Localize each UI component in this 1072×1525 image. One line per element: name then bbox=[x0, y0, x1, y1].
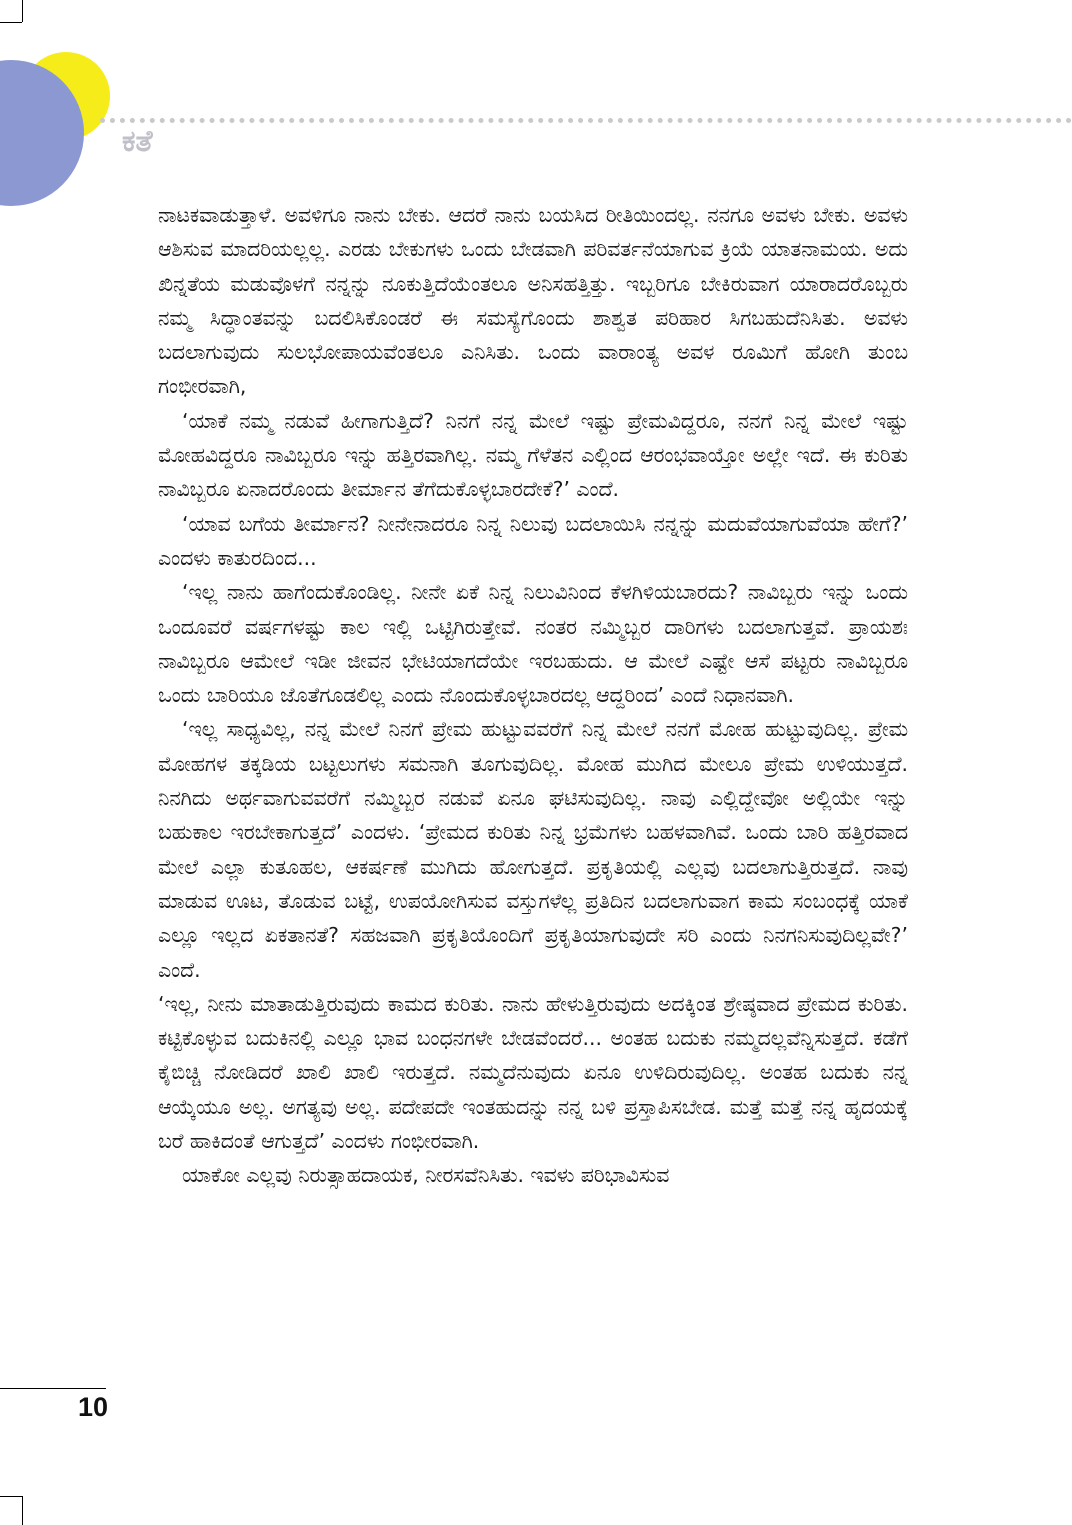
story-paragraph: ಯಾಕೋ ಎಲ್ಲವು ನಿರುತ್ಸಾಹದಾಯಕ, ನೀರಸವೆನಿಸಿತು. ಇವಳು ಪರಿಭಾವಿಸುವ bbox=[182, 1163, 670, 1188]
crop-mark-top-vertical bbox=[22, 0, 23, 22]
crop-mark-bottom-horizontal bbox=[0, 1496, 22, 1497]
story-paragraph: ‘ಯಾಕೆ ನಮ್ಮ ನಡುವೆ ಹೀಗಾಗುತ್ತಿದೆ? ನಿನಗೆ ನನ್ನ ಮೇಲೆ ಇಷ್ಟು ಪ್ರೇಮವಿದ್ದರೂ, ನನಗೆ ನಿನ್ನ ಮೇಲೆ ಇಷ್ಟು ಮೋಹವಿದ್ದರೂ ನಾವಿಬ್ಬರೂ ಇನ್ನು ಹತ್ತಿರವಾಗಿಲ್ಲ. ನಮ್ಮ ಗೆಳೆತನ ಎಲ್ಲಿಂದ ಆರಂಭವಾಯ್ತೋ ಅಲ್ಲೇ ಇದೆ. ಈ ಕುರಿತು ನಾವಿಬ್ಬರೂ ಏನಾದರೊಂದು ತೀರ್ಮಾನ ತೆಗೆದುಕೊಳ್ಳಬಾರದೇಕೆ?’ ಎಂದೆ. bbox=[158, 408, 908, 502]
story-paragraph: ‘ಇಲ್ಲ ನಾನು ಹಾಗೆಂದುಕೊಂಡಿಲ್ಲ. ನೀನೇ ಏಕೆ ನಿನ್ನ ನಿಲುವಿನಿಂದ ಕೆಳಗಿಳಿಯಬಾರದು? ನಾವಿಬ್ಬರು ಇನ್ನು ಒಂದು ಒಂದೂವರೆ ವರ್ಷಗಳಷ್ಟು ಕಾಲ ಇಲ್ಲಿ ಒಟ್ಟಿಗಿರುತ್ತೇವೆ. ನಂತರ ನಮ್ಮಿಬ್ಬರ ದಾರಿಗಳು ಬದಲಾಗುತ್ತವೆ. ಪ್ರಾಯಶಃ ನಾವಿಬ್ಬರೂ ಆಮೇಲೆ ಇಡೀ ಜೀವನ ಭೇಟಿಯಾಗದೆಯೇ ಇರಬಹುದು. ಆ ಮೇಲೆ ಎಷ್ಟೇ ಆಸೆ ಪಟ್ಟರು ನಾವಿಬ್ಬರೂ ಒಂದು ಬಾರಿಯೂ ಜೊತೆಗೂಡಲಿಲ್ಲ ಎಂದು ನೊಂದುಕೊಳ್ಳಬಾರದಲ್ಲ ಆದ್ದರಿಂದ’ ಎಂದೆ ನಿಧಾನವಾಗಿ. bbox=[158, 580, 908, 708]
story-body bbox=[158, 198, 908, 1193]
story-paragraph: ‘ಇಲ್ಲ, ನೀನು ಮಾತಾಡುತ್ತಿರುವುದು ಕಾಮದ ಕುರಿತು. ನಾನು ಹೇಳುತ್ತಿರುವುದು ಅದಕ್ಕಿಂತ ಶ್ರೇಷ್ಠವಾದ ಪ್ರೇಮದ ಕುರಿತು. ಕಟ್ಟಿಕೊಳ್ಳುವ ಬದುಕಿನಲ್ಲಿ ಎಲ್ಲೂ ಭಾವ ಬಂಧನಗಳೇ ಬೇಡವೆಂದರೆ... ಅಂತಹ ಬದುಕು ನಮ್ಮದಲ್ಲವೆನ್ನಿಸುತ್ತದೆ. ಕಡೆಗೆ ಕೈಬಿಚ್ಚಿ ನೋಡಿದರೆ ಖಾಲಿ ಖಾಲಿ ಇರುತ್ತದೆ. ನಮ್ಮದೆನುವುದು ಏನೂ ಉಳಿದಿರುವುದಿಲ್ಲ. ಅಂತಹ ಬದುಕು ನನ್ನ ಆಯ್ಕೆಯೂ ಅಲ್ಲ. ಅಗತ್ಯವು ಅಲ್ಲ. ಪದೇಪದೇ ಇಂತಹುದನ್ನು ನನ್ನ ಬಳಿ ಪ್ರಸ್ತಾಪಿಸಬೇಡ. ಮತ್ತೆ ಮತ್ತೆ ನನ್ನ ಹೃದಯಕ್ಕೆ ಬರೆ ಹಾಕಿದಂತೆ ಆಗುತ್ತದೆ’ ಎಂದಳು ಗಂಭೀರವಾಗಿ. bbox=[158, 991, 908, 1154]
crop-mark-bottom-vertical bbox=[22, 1496, 23, 1525]
story-paragraph: ‘ಇಲ್ಲ ಸಾಧ್ಯವಿಲ್ಲ, ನನ್ನ ಮೇಲೆ ನಿನಗೆ ಪ್ರೇಮ ಹುಟ್ಟುವವರೆಗೆ ನಿನ್ನ ಮೇಲೆ ನನಗೆ ಮೋಹ ಹುಟ್ಟುವುದಿಲ್ಲ. ಪ್ರೇಮ ಮೋಹಗಳ ತಕ್ಕಡಿಯ ಬಟ್ಟಲುಗಳು ಸಮನಾಗಿ ತೂಗುವುದಿಲ್ಲ. ಮೋಹ ಮುಗಿದ ಮೇಲೂ ಪ್ರೇಮ ಉಳಿಯುತ್ತದೆ. ನಿನಗಿದು ಅರ್ಥವಾಗುವವರೆಗೆ ನಮ್ಮಿಬ್ಬರ ನಡುವೆ ಏನೂ ಘಟಿಸುವುದಿಲ್ಲ. ನಾವು ಎಲ್ಲಿದ್ದೇವೋ ಅಲ್ಲಿಯೇ ಇನ್ನು ಬಹುಕಾಲ ಇರಬೇಕಾಗುತ್ತದೆ’ ಎಂದಳು. ‘ಪ್ರೇಮದ ಕುರಿತು ನಿನ್ನ ಭ್ರಮೆಗಳು ಬಹಳವಾಗಿವೆ. ಒಂದು ಬಾರಿ ಹತ್ತಿರವಾದ ಮೇಲೆ ಎಲ್ಲಾ ಕುತೂಹಲ, ಆಕರ್ಷಣೆ ಮುಗಿದು ಹೋಗುತ್ತದೆ. ಪ್ರಕೃತಿಯಲ್ಲಿ ಎಲ್ಲವು ಬದಲಾಗುತ್ತಿರುತ್ತದೆ. ನಾವು ಮಾಡುವ ಊಟ, ತೊಡುವ ಬಟ್ಟೆ, ಉಪಯೋಗಿಸುವ ವಸ್ತುಗಳೆಲ್ಲ ಪ್ರತಿದಿನ ಬದಲಾಗುವಾಗ ಕಾಮ ಸಂಬಂಧಕ್ಕೆ ಯಾಕೆ ಎಲ್ಲೂ ಇಲ್ಲದ ಏಕತಾನತೆ? ಸಹಜವಾಗಿ ಪ್ರಕೃತಿಯೊಂದಿಗೆ ಪ್ರಕೃತಿಯಾಗುವುದೇ ಸರಿ ಎಂದು ನಿನಗನಿಸುವುದಿಲ್ಲವೇ?’ ಎಂದೆ. bbox=[158, 717, 908, 982]
story-paragraph: ನಾಟಕವಾಡುತ್ತಾಳೆ. ಅವಳಿಗೂ ನಾನು ಬೇಕು. ಆದರೆ ನಾನು ಬಯಸಿದ ರೀತಿಯಿಂದಲ್ಲ. ನನಗೂ ಅವಳು ಬೇಕು. ಅವಳು ಆಶಿಸುವ ಮಾದರಿಯಲ್ಲಲ್ಲ. ಎರಡು ಬೇಕುಗಳು ಒಂದು ಬೇಡವಾಗಿ ಪರಿವರ್ತನೆಯಾಗುವ ಕ್ರಿಯೆ ಯಾತನಾಮಯ. ಅದು ಖಿನ್ನತೆಯ ಮಡುವೊಳಗೆ ನನ್ನನ್ನು ನೂಕುತ್ತಿದೆಯೆಂತಲೂ ಅನಿಸಹತ್ತಿತ್ತು. ಇಬ್ಬರಿಗೂ ಬೇಕಿರುವಾಗ ಯಾರಾದರೊಬ್ಬರು ನಮ್ಮ ಸಿದ್ಧಾಂತವನ್ನು ಬದಲಿಸಿಕೊಂಡರೆ ಈ ಸಮಸ್ಯೆಗೊಂದು ಶಾಶ್ವತ ಪರಿಹಾರ ಸಿಗಬಹುದೆನಿಸಿತು. ಅವಳು ಬದಲಾಗುವುದು ಸುಲಭೋಪಾಯವೆಂತಲೂ ಎನಿಸಿತು. ಒಂದು ವಾರಾಂತ್ಯ ಅವಳ ರೂಮಿಗೆ ಹೋಗಿ ತುಂಬ ಗಂಭೀರವಾಗಿ, bbox=[158, 203, 908, 399]
story-paragraph: ‘ಯಾವ ಬಗೆಯ ತೀರ್ಮಾನ? ನೀನೇನಾದರೂ ನಿನ್ನ ನಿಲುವು ಬದಲಾಯಿಸಿ ನನ್ನನ್ನು ಮದುವೆಯಾಗುವೆಯಾ ಹೇಗೆ?’ ಎಂದಳು ಕಾತುರದಿಂದ... bbox=[158, 511, 908, 570]
footer-rule bbox=[0, 1388, 106, 1389]
header-dotted-rule bbox=[100, 118, 1072, 123]
crop-mark-top-horizontal bbox=[0, 22, 22, 23]
section-label: ಕತೆ bbox=[122, 124, 153, 159]
page-number: 10 bbox=[78, 1392, 109, 1422]
